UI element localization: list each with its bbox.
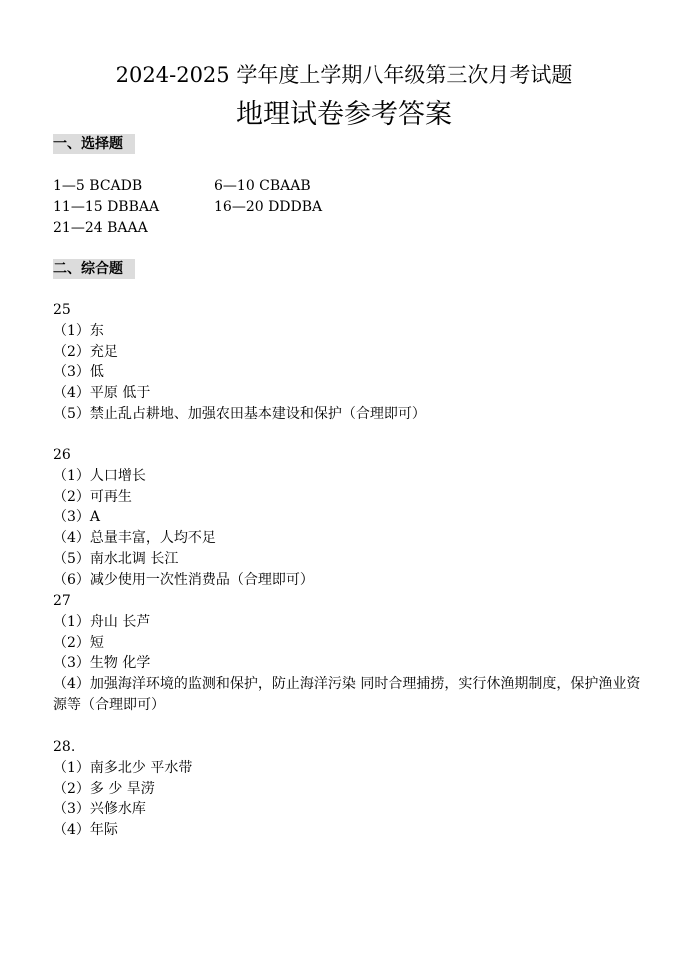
answer-item: （1）人口增长: [53, 467, 146, 484]
answer-range: 1—5 BCADB: [53, 178, 143, 194]
answer-item: （1）南多北少 平水带: [53, 759, 193, 776]
answer-item: （4）年际: [53, 822, 118, 839]
answer-item: （5）南水北调 长江: [53, 550, 179, 567]
question-26: [53, 445, 314, 591]
section-heading-comprehensive: 二、综合题: [53, 259, 135, 279]
answer-item: （1）东: [53, 322, 104, 339]
section-heading-multiple-choice: 一、选择题: [53, 134, 135, 154]
answer-item: （3）生物 化学: [53, 655, 151, 672]
question-28: [53, 737, 192, 841]
answer-item: （6）减少使用一次性消费品（合理即可）: [53, 571, 314, 588]
answer-item: （4）总量丰富，人均不足: [53, 530, 216, 547]
answer-item: （4）加强海洋环境的监测和保护，防止海洋污染 同时合理捕捞，实行休渔期制度，保护渔业资源等（合理即可）: [53, 676, 641, 713]
answer-item: （1）舟山 长芦: [53, 613, 151, 630]
answer-item: （2）充足: [53, 343, 118, 360]
exam-title: 2024-2025 学年度上学期八年级第三次月考试题: [115, 63, 573, 87]
answer-range: 11—15 DBBAA: [53, 199, 160, 215]
answer-item: （3）兴修水库: [53, 801, 146, 818]
answer-item: （2）短: [53, 634, 104, 651]
question-number: 27: [53, 593, 71, 609]
answer-item: （5）禁止乱占耕地、加强农田基本建设和保护（合理即可）: [53, 405, 426, 422]
answer-item: （2）可再生: [53, 488, 132, 505]
answer-range: 21—24 BAAA: [53, 220, 148, 236]
answer-item: （4）平原 低于: [53, 385, 151, 402]
answer-key-title: 地理试卷参考答案: [236, 99, 452, 130]
question-25: [53, 300, 426, 425]
question-number: 25: [53, 302, 71, 318]
answer-range: 16—20 DDDBA: [214, 199, 323, 215]
answer-range: 6—10 CBAAB: [214, 178, 311, 194]
question-number: 26: [53, 447, 71, 463]
answer-item: （3）低: [53, 364, 104, 381]
answer-item: （3）A: [53, 509, 101, 526]
question-27: [53, 591, 643, 716]
answer-item: （2）多 少 旱涝: [53, 780, 155, 797]
question-number: 28.: [53, 739, 76, 755]
